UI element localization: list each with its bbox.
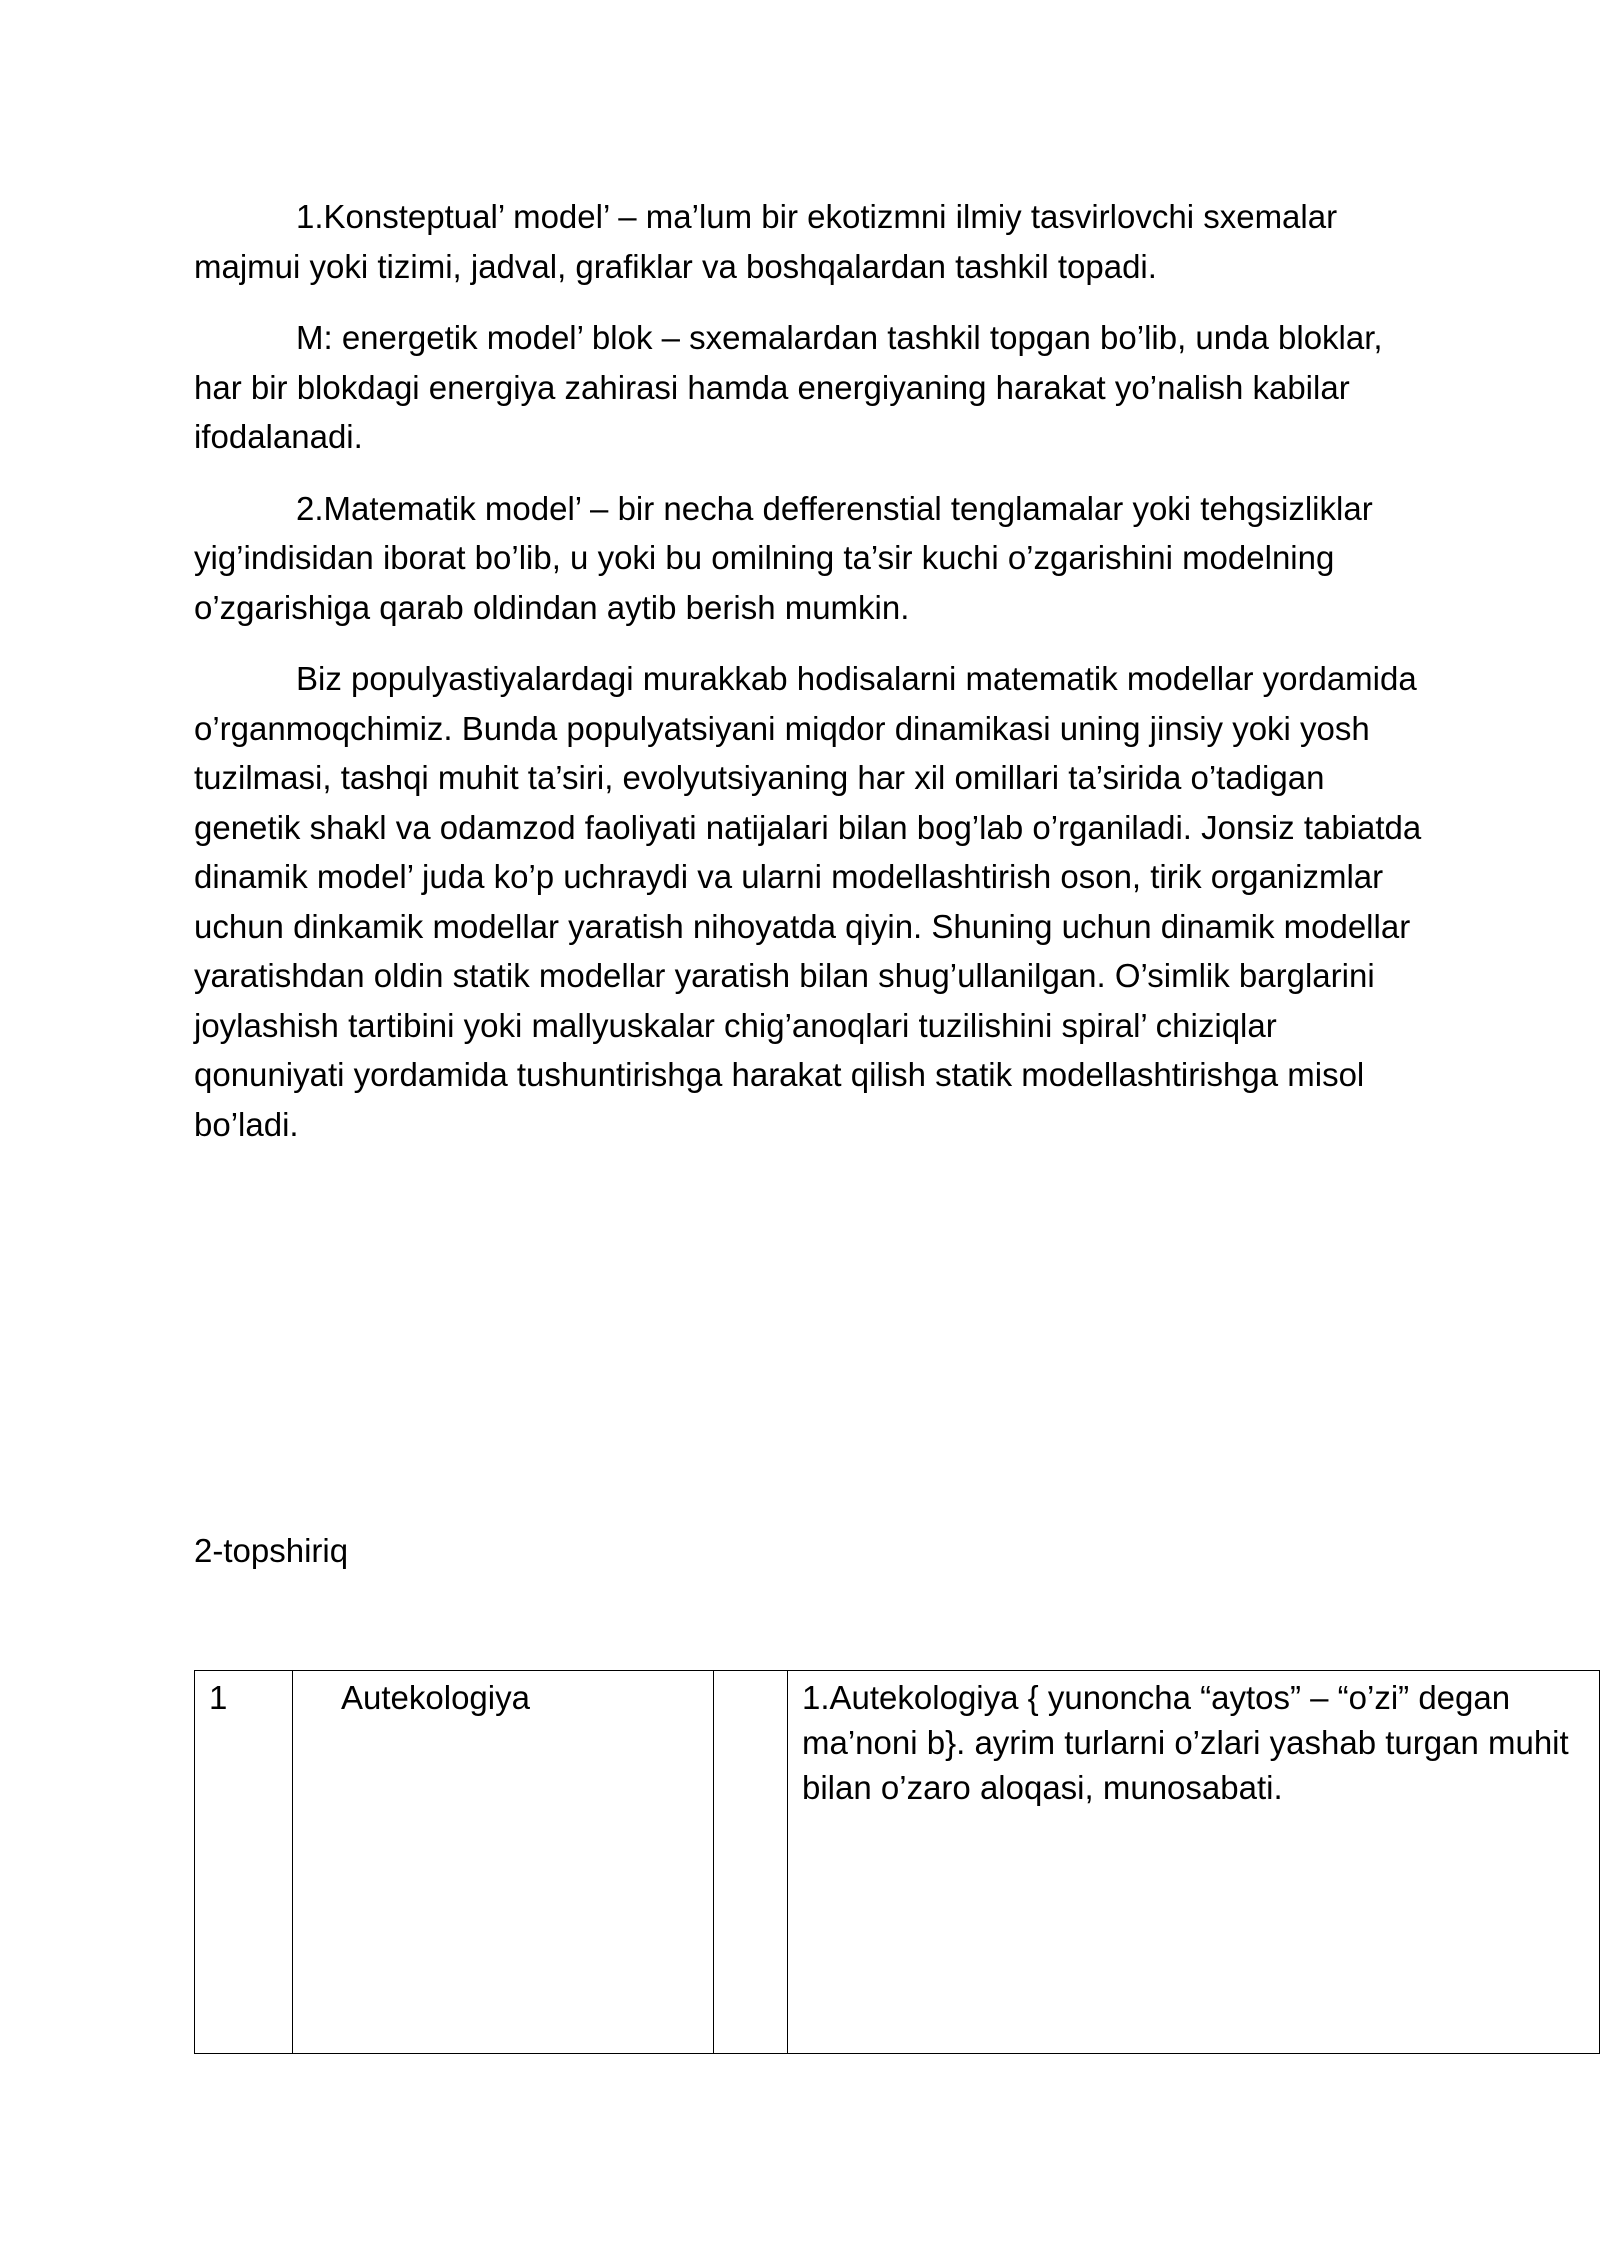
paragraph-conceptual-model: 1.Konsteptual’ model’ – ma’lum bir ekotizmni ilmiy tasvirlovchi sxemalar majmui yoki tizimi, jadval, grafiklar va boshqalardan tashkil topadi. xyxy=(194,198,1338,285)
term-cell: Autekologiya xyxy=(293,1671,714,2054)
definition-cell: 1.Autekologiya { yunoncha “aytos” – “o’zi” degan ma’noni b}. ayrim turlarni o’zlari yashab turgan muhit bilan o’zaro aloqasi, munosabati. xyxy=(788,1671,1600,2054)
terms-table xyxy=(194,1670,1600,2054)
section-heading: 2-topshiriq xyxy=(194,1532,349,1569)
note-cell xyxy=(714,1671,788,2054)
paragraph-population-models: Biz populyastiyalardagi murakkab hodisalarni matematik modellar yordamida o’rganmoqchimiz. Bunda populyatsiyani miqdor dinamikasi uning jinsiy yoki yosh tuzilmasi, tashqi muhit ta’siri, evolyutsiyaning har xil omillari ta’sirida o’tadigan genetik shakl va odamzod faoliyati natijalari bilan bog’lab o’rganiladi. Jonsiz tabiatda dinamik model’ juda ko’p uchraydi va ularni modellashtirish oson, tirik organizmlar uchun dinkamik modellar yaratish nihoyatda qiyin. Shuning uchun dinamik modellar yaratishdan oldin statik modellar yaratish bilan shug’ullanilgan. O’simlik barglarini joylashish tartibini yoki mallyuskalar chig’anoqlari tuzilishini spiral’ chiziqlar qonuniyati yordamida tushuntirishga harakat qilish statik modellashtirishga misol bo’ladi. xyxy=(194,660,1422,1143)
document-body xyxy=(194,192,1424,1171)
table-row xyxy=(195,1671,1600,2054)
paragraph-mathematical-model: 2.Matematik model’ – bir necha defferenstial tenglamalar yoki tehgsizliklar yig’indisidan iborat bo’lib, u yoki bu omilning ta’sir kuchi o’zgarishini modelning o’zgarishiga qarab oldindan aytib berish mumkin. xyxy=(194,489,1373,626)
row-number-cell: 1 xyxy=(195,1671,293,2054)
paragraph-energetic-model: M: energetik model’ blok – sxemalardan tashkil topgan bo’lib, unda bloklar, har bir blokdagi energiya zahirasi hamda energiyaning harakat yo’nalish kabilar ifodalanadi. xyxy=(194,319,1383,455)
